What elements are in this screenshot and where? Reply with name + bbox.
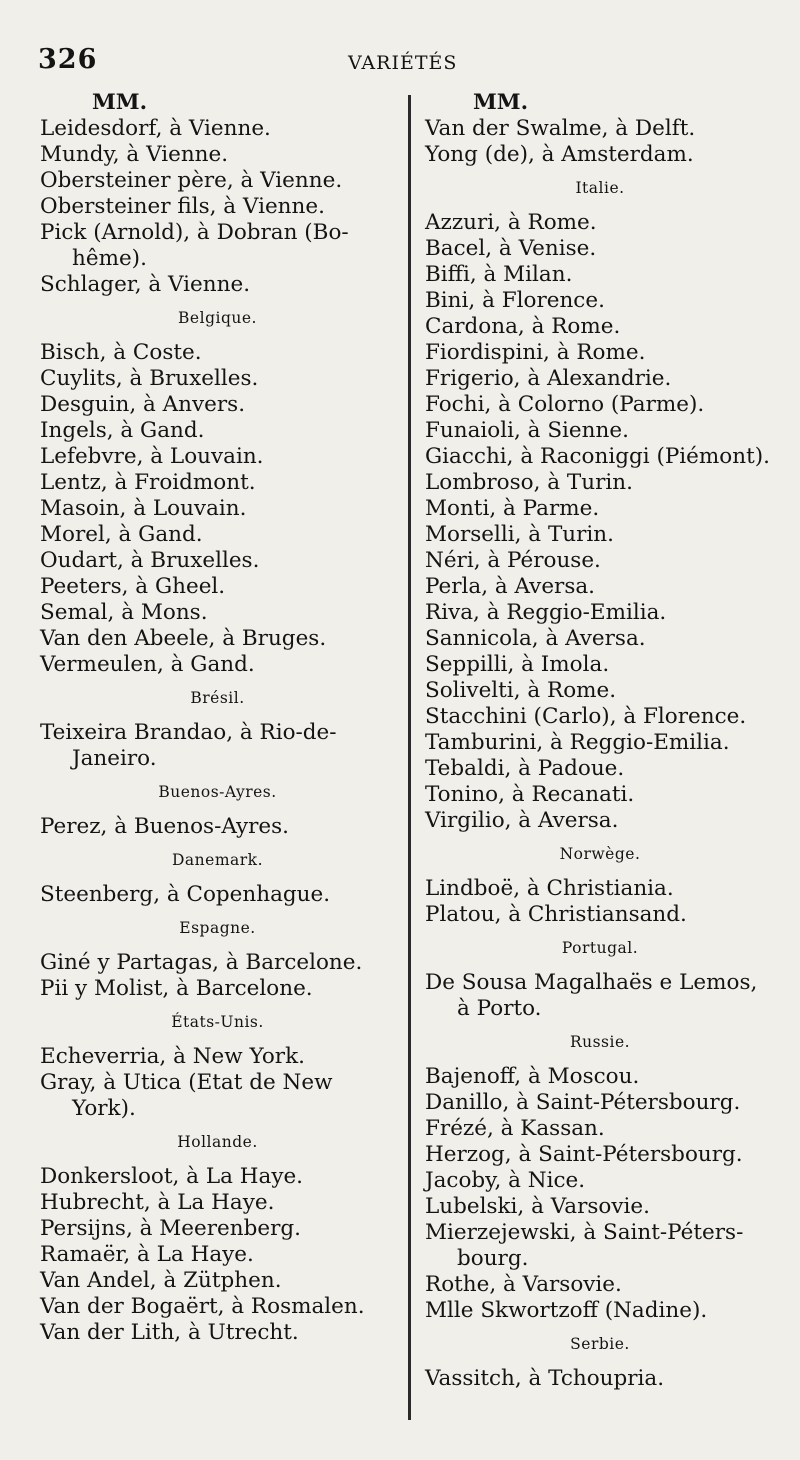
country-heading: Portugal. xyxy=(561,939,639,957)
member-entry xyxy=(425,678,775,704)
right-column xyxy=(425,90,775,1392)
member-entry-continuation: York). xyxy=(72,1096,136,1121)
member-entry-text: Perez, à Buenos-Ayres. xyxy=(40,814,290,839)
member-entry-text: Masoin, à Louvain. xyxy=(40,496,247,521)
member-entry xyxy=(40,220,395,272)
column-heading-mm: MM. xyxy=(473,90,529,115)
member-entry-text: Néri, à Pérouse. xyxy=(425,548,601,573)
member-entry xyxy=(40,720,395,772)
member-entry-text: Lentz, à Froidmont. xyxy=(40,470,256,495)
member-entry xyxy=(425,1194,775,1220)
member-entry-text: Biffi, à Milan. xyxy=(425,262,573,287)
member-entry xyxy=(425,210,775,236)
country-heading: Norwège. xyxy=(559,845,641,863)
member-entry xyxy=(40,168,395,194)
member-entry xyxy=(425,808,775,834)
member-entry-text: Mlle Skwortzoff (Nadine). xyxy=(425,1298,708,1323)
member-entry xyxy=(40,470,395,496)
member-entry xyxy=(425,902,775,928)
member-entry-continuation: hême). xyxy=(72,246,147,271)
country-heading: Hollande. xyxy=(177,1133,258,1151)
member-entry-text: Herzog, à Saint-Pétersbourg. xyxy=(425,1142,743,1167)
member-entry-text: Lefebvre, à Louvain. xyxy=(40,444,264,469)
member-entry-text: Frézé, à Kassan. xyxy=(425,1116,605,1141)
member-entry-text: Echeverria, à New York. xyxy=(40,1044,305,1069)
member-entry xyxy=(425,496,775,522)
member-entry-text: Virgilio, à Aversa. xyxy=(425,808,619,833)
member-entry xyxy=(425,548,775,574)
member-entry-text: Giacchi, à Raconiggi (Piémont). xyxy=(425,444,770,469)
member-entry-text: Persijns, à Meerenberg. xyxy=(40,1216,301,1241)
member-entry-text: Lombroso, à Turin. xyxy=(425,470,633,495)
member-entry xyxy=(40,1190,395,1216)
member-entry-text: Morselli, à Turin. xyxy=(425,522,614,547)
member-entry-text: Danillo, à Saint-Pétersbourg. xyxy=(425,1090,741,1115)
member-entry-text: Pii y Molist, à Barcelone. xyxy=(40,976,313,1001)
member-entry xyxy=(425,1220,775,1272)
country-heading: États-Unis. xyxy=(171,1013,264,1031)
member-entry-text: Morel, à Gand. xyxy=(40,522,203,547)
member-entry-continuation: bourg. xyxy=(457,1246,529,1271)
member-entry-text: Obersteiner père, à Vienne. xyxy=(40,168,343,193)
member-entry xyxy=(425,730,775,756)
member-entry-text: Peeters, à Gheel. xyxy=(40,574,226,599)
member-entry xyxy=(40,814,395,840)
member-entry-text: Lubelski, à Varsovie. xyxy=(425,1194,650,1219)
member-entry xyxy=(425,574,775,600)
member-entry-text: Rothe, à Varsovie. xyxy=(425,1272,622,1297)
member-entry xyxy=(40,1268,395,1294)
member-entry-text: Teixeira Brandao, à Rio-de- xyxy=(40,720,337,745)
member-entry xyxy=(425,1168,775,1194)
member-entry xyxy=(425,340,775,366)
member-entry-text: Van Andel, à Zütphen. xyxy=(40,1268,282,1293)
member-entry-text: Solivelti, à Rome. xyxy=(425,678,617,703)
member-entry xyxy=(425,1272,775,1298)
member-entry-text: Tebaldi, à Padoue. xyxy=(425,756,625,781)
member-entry-text: Gray, à Utica (Etat de New xyxy=(40,1070,333,1095)
member-entry-text: Van der Lith, à Utrecht. xyxy=(40,1320,299,1345)
member-entry-text: Funaioli, à Sienne. xyxy=(425,418,629,443)
member-entry xyxy=(425,970,775,1022)
member-entry xyxy=(425,418,775,444)
country-heading: Serbie. xyxy=(570,1335,630,1353)
member-entry xyxy=(425,314,775,340)
member-entry xyxy=(425,444,775,470)
member-entry-text: Tamburini, à Reggio-Emilia. xyxy=(425,730,730,755)
member-entry xyxy=(425,470,775,496)
country-heading: Brésil. xyxy=(190,689,245,707)
member-entry-text: Cuylits, à Bruxelles. xyxy=(40,366,259,391)
member-entry-text: Sannicola, à Aversa. xyxy=(425,626,646,651)
member-entry xyxy=(425,142,775,168)
member-entry-text: Jacoby, à Nice. xyxy=(425,1168,586,1193)
left-column xyxy=(40,90,395,1346)
member-entry xyxy=(425,626,775,652)
member-entry xyxy=(40,574,395,600)
member-entry xyxy=(40,194,395,220)
member-entry xyxy=(425,262,775,288)
member-entry xyxy=(40,444,395,470)
member-entry-text: Platou, à Christiansand. xyxy=(425,902,687,927)
member-entry-text: Obersteiner fils, à Vienne. xyxy=(40,194,325,219)
member-entry xyxy=(425,704,775,730)
member-entry xyxy=(425,116,775,142)
member-entry-text: Bisch, à Coste. xyxy=(40,340,202,365)
country-heading: Russie. xyxy=(569,1033,631,1051)
column-divider xyxy=(408,95,411,1420)
member-entry xyxy=(40,272,395,298)
member-entry xyxy=(425,782,775,808)
member-entry-text: Riva, à Reggio-Emilia. xyxy=(425,600,667,625)
member-entry-text: Pick (Arnold), à Dobran (Bo- xyxy=(40,220,349,245)
member-entry xyxy=(425,522,775,548)
member-entry-text: Van der Swalme, à Delft. xyxy=(425,116,696,141)
member-entry xyxy=(425,876,775,902)
member-entry-text: Desguin, à Anvers. xyxy=(40,392,246,417)
member-entry-text: Lindboë, à Christiania. xyxy=(425,876,674,901)
member-entry xyxy=(425,1298,775,1324)
member-entry xyxy=(40,142,395,168)
member-entry-text: Oudart, à Bruxelles. xyxy=(40,548,260,573)
member-entry xyxy=(40,340,395,366)
member-entry-text: Stacchini (Carlo), à Florence. xyxy=(425,704,747,729)
member-entry xyxy=(425,392,775,418)
member-entry xyxy=(425,1142,775,1168)
member-entry xyxy=(40,522,395,548)
member-entry-text: Bini, à Florence. xyxy=(425,288,605,313)
country-heading: Italie. xyxy=(575,179,625,197)
member-entry-text: Tonino, à Recanati. xyxy=(425,782,635,807)
member-entry-text: Steenberg, à Copenhague. xyxy=(40,882,331,907)
member-entry xyxy=(40,976,395,1002)
member-entry-text: Fiordispini, à Rome. xyxy=(425,340,646,365)
member-entry-text: Vermeulen, à Gand. xyxy=(40,652,255,677)
member-entry xyxy=(40,1242,395,1268)
member-entry xyxy=(40,950,395,976)
country-heading: Belgique. xyxy=(178,309,257,327)
member-entry-text: Bajenoff, à Moscou. xyxy=(425,1064,640,1089)
member-entry xyxy=(425,1090,775,1116)
member-entry xyxy=(425,366,775,392)
member-entry-text: Ramaër, à La Haye. xyxy=(40,1242,254,1267)
member-entry xyxy=(40,1216,395,1242)
member-entry xyxy=(425,1116,775,1142)
country-heading: Espagne. xyxy=(179,919,256,937)
member-entry-text: Leidesdorf, à Vienne. xyxy=(40,116,271,141)
member-entry-text: Donkersloot, à La Haye. xyxy=(40,1164,304,1189)
member-entry-text: Cardona, à Rome. xyxy=(425,314,621,339)
member-entry-text: Hubrecht, à La Haye. xyxy=(40,1190,275,1215)
member-entry xyxy=(40,600,395,626)
member-entry xyxy=(40,366,395,392)
member-entry xyxy=(40,626,395,652)
member-entry-text: Bacel, à Venise. xyxy=(425,236,597,261)
member-entry-text: Perla, à Aversa. xyxy=(425,574,596,599)
member-entry-continuation: à Porto. xyxy=(457,996,542,1021)
member-entry xyxy=(40,496,395,522)
member-entry-text: Schlager, à Vienne. xyxy=(40,272,251,297)
member-entry xyxy=(40,548,395,574)
country-heading: Danemark. xyxy=(172,851,263,869)
member-entry xyxy=(425,1366,775,1392)
member-entry xyxy=(425,600,775,626)
member-entry xyxy=(40,1070,395,1122)
member-entry-text: Azzuri, à Rome. xyxy=(425,210,597,235)
page-number: 326 xyxy=(38,44,98,75)
member-entry-text: Ingels, à Gand. xyxy=(40,418,205,443)
member-entry-text: Frigerio, à Alexandrie. xyxy=(425,366,672,391)
member-entry xyxy=(425,1064,775,1090)
member-entry xyxy=(40,1294,395,1320)
country-heading: Buenos-Ayres. xyxy=(158,783,277,801)
member-entry-text: De Sousa Magalhaës e Lemos, xyxy=(425,970,758,995)
member-entry xyxy=(425,288,775,314)
member-entry xyxy=(40,652,395,678)
member-entry-continuation: Janeiro. xyxy=(72,746,157,771)
member-entry xyxy=(40,882,395,908)
member-entry-text: Van der Bogaërt, à Rosmalen. xyxy=(40,1294,365,1319)
member-entry-text: Mundy, à Vienne. xyxy=(40,142,229,167)
member-entry-text: Fochi, à Colorno (Parme). xyxy=(425,392,705,417)
member-entry xyxy=(40,392,395,418)
member-entry xyxy=(425,236,775,262)
member-entry-text: Monti, à Parme. xyxy=(425,496,600,521)
member-entry xyxy=(40,116,395,142)
member-entry xyxy=(425,652,775,678)
member-entry-text: Semal, à Mons. xyxy=(40,600,208,625)
member-entry xyxy=(40,1044,395,1070)
member-entry xyxy=(425,756,775,782)
page-header xyxy=(0,44,800,84)
member-entry-text: Vassitch, à Tchoupria. xyxy=(425,1366,665,1391)
member-entry xyxy=(40,1164,395,1190)
member-entry-text: Yong (de), à Amsterdam. xyxy=(425,142,694,167)
member-entry-text: Mierzejewski, à Saint-Péters- xyxy=(425,1220,744,1245)
member-entry-text: Van den Abeele, à Bruges. xyxy=(40,626,327,651)
member-entry-text: Seppilli, à Imola. xyxy=(425,652,610,677)
member-entry-text: Giné y Partagas, à Barcelone. xyxy=(40,950,363,975)
running-title: VARIÉTÉS xyxy=(348,52,458,74)
column-heading-mm: MM. xyxy=(92,90,148,115)
member-entry xyxy=(40,1320,395,1346)
member-entry xyxy=(40,418,395,444)
